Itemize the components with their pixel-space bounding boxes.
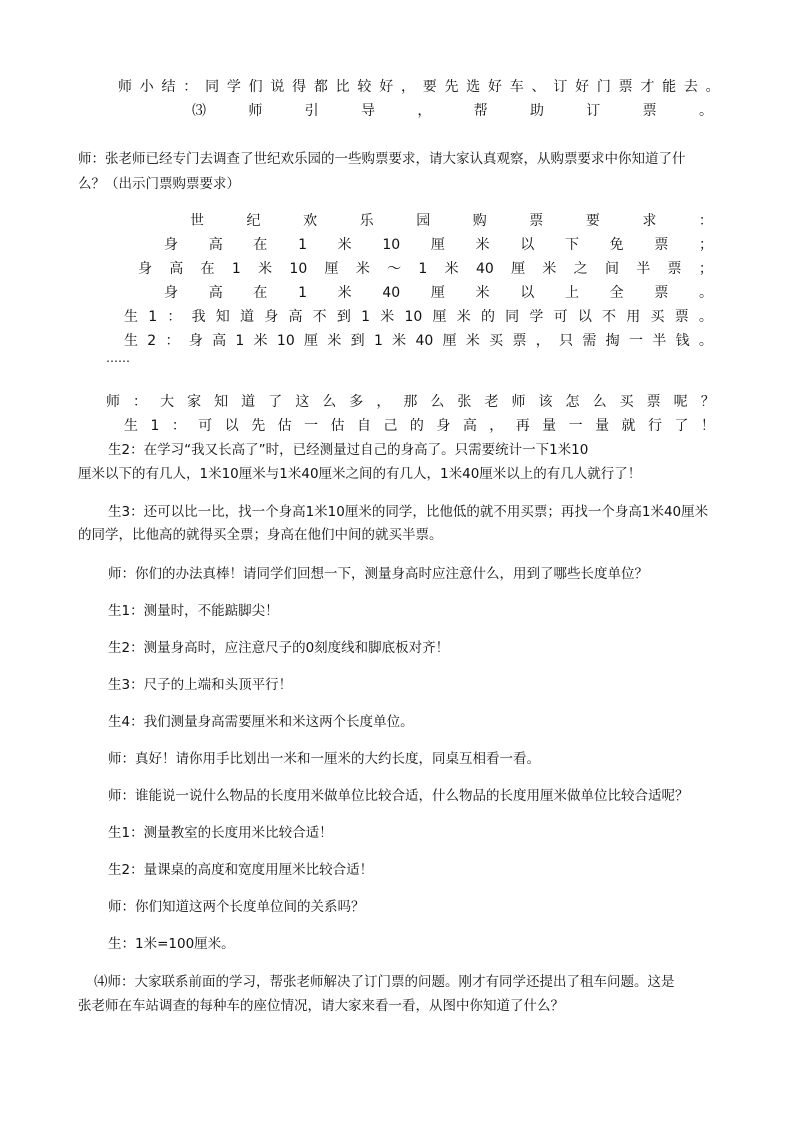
text-token: 世 [190, 213, 204, 229]
student2-zero-line: 生2：测量身高时，应注意尺子的0刻度线和脚底板对齐！ [108, 640, 450, 656]
text-token: 以 [520, 237, 535, 253]
text-token: 米 [392, 333, 407, 349]
text-token: 订 [553, 79, 568, 95]
text-token: 大 [160, 394, 175, 410]
text-token: 么 [592, 394, 607, 410]
text-token: 去 [683, 79, 698, 95]
text-token: 就 [621, 418, 636, 434]
text-token: 估 [277, 418, 292, 434]
text-token: ： [133, 394, 148, 410]
text-token: 10 [404, 309, 423, 325]
text-token: 下 [564, 237, 579, 253]
text-token: 40 [382, 285, 401, 301]
text-token: 以 [520, 285, 535, 301]
text-token: 求 [642, 213, 657, 229]
student3-line-1: 生3：还可以比一比，找一个身高1米10厘米的同学，比他低的就不用买票；再找一个身高1米40厘米 [108, 504, 709, 520]
teacher-question [106, 392, 715, 412]
text-token: 厘 [511, 261, 526, 277]
text-token: 身 [436, 418, 451, 434]
text-token: 么 [322, 394, 337, 410]
text-token: 知 [214, 394, 229, 410]
text-token: 高 [288, 309, 303, 325]
text-token: ！ [700, 418, 715, 434]
text-token: 张 [457, 394, 472, 410]
text-token: 票 [529, 213, 544, 229]
text-token: 票 [654, 237, 669, 253]
text-token: 米 [337, 285, 352, 301]
text-token: ； [698, 261, 713, 277]
text-token: ？ [700, 394, 715, 410]
text-token: 米 [475, 285, 490, 301]
text-token: 不 [312, 309, 327, 325]
text-token: 的 [480, 309, 495, 325]
intro-line-2: 么？（出示门票购票要求） [78, 176, 240, 192]
text-token: 要 [585, 213, 600, 229]
text-token: 10 [382, 237, 401, 253]
text-token: ， [489, 418, 504, 434]
text-token: 掏 [605, 333, 620, 349]
text-token: 好 [488, 79, 503, 95]
text-token: 2 [147, 333, 157, 349]
text-token: 那 [403, 394, 418, 410]
summary-line [118, 77, 720, 97]
text-token: 道 [241, 394, 256, 410]
text-token: 米 [253, 333, 268, 349]
text-token: 身 [164, 237, 178, 253]
text-token: 。 [698, 333, 713, 349]
text-token: 。 [698, 309, 713, 325]
text-token: 结 [161, 79, 176, 95]
text-token: 了 [674, 418, 689, 434]
text-token: 老 [484, 394, 499, 410]
text-token: 票 [654, 285, 669, 301]
text-token: 厘 [324, 261, 339, 277]
text-token: 1 [298, 285, 307, 301]
text-token: ： [183, 79, 198, 95]
text-token: 呢 [673, 394, 688, 410]
text-token: 10 [289, 261, 308, 277]
text-token: ， [535, 333, 550, 349]
text-token: 己 [383, 418, 398, 434]
text-token: 好 [379, 79, 394, 95]
text-token: 高 [208, 285, 223, 301]
text-token: 米 [475, 237, 490, 253]
text-token: 该 [538, 394, 553, 410]
text-token: 买 [650, 309, 665, 325]
text-token: 之 [573, 261, 588, 277]
text-token: 高 [169, 261, 184, 277]
text-token: 都 [313, 79, 328, 95]
text-token: 车 [509, 79, 524, 95]
text-token: 估 [330, 418, 345, 434]
text-token: 在 [253, 237, 268, 253]
student2-line-2: 厘米以下的有几人，1米10厘米与1米40厘米之间的有几人，1米40厘米以上的有几人就行了！ [78, 466, 642, 482]
text-token: ， [400, 79, 415, 95]
text-token: 免 [609, 237, 624, 253]
text-token: 米 [456, 309, 471, 325]
text-token: 在 [200, 261, 215, 277]
text-token: 欢 [303, 213, 318, 229]
text-token: 先 [444, 79, 459, 95]
text-token: 。 [698, 103, 713, 119]
text-token: 较 [357, 79, 372, 95]
text-token: 票 [618, 79, 633, 95]
step3-heading [192, 101, 713, 121]
text-token: 可 [198, 418, 213, 434]
text-token: 票 [512, 333, 527, 349]
text-token: 生 [124, 309, 138, 325]
student-answer-relation: 生：1米=100厘米。 [108, 936, 235, 952]
text-token: 到 [336, 309, 351, 325]
text-token: 1 [298, 237, 307, 253]
text-token: 这 [295, 394, 310, 410]
text-token: 。 [705, 79, 720, 95]
text-token: 一 [568, 418, 583, 434]
text-token: 购 [472, 213, 487, 229]
text-token: 身 [188, 333, 203, 349]
text-token: 小 [139, 79, 154, 95]
text-token: 以 [224, 418, 239, 434]
teacher-gesture: 师：真好！请你用手比划出一米和一厘米的大约长度，同桌互相看一看。 [108, 751, 540, 767]
text-token: 买 [489, 333, 504, 349]
text-token: 高 [212, 333, 227, 349]
text-token: 1 [148, 309, 158, 325]
text-token: 了 [268, 394, 283, 410]
text-token: 订 [586, 103, 601, 119]
text-token: 一 [628, 333, 643, 349]
text-token: 要 [422, 79, 437, 95]
text-token: 再 [515, 418, 530, 434]
text-token: 同 [205, 79, 220, 95]
text-token: 不 [602, 309, 617, 325]
text-token: 全 [609, 285, 624, 301]
text-token: 多 [349, 394, 364, 410]
text-token: 师 [118, 79, 132, 95]
text-token: 米 [258, 261, 273, 277]
intro-line-1: 师：张老师已经专门去调查了世纪欢乐园的一些购票要求，请大家认真观察，从购票要求中你知道了什 [78, 151, 686, 167]
text-token: 比 [335, 79, 350, 95]
text-token: 米 [444, 261, 459, 277]
student2-desk: 生2：量课桌的高度和宽度用厘米比较合适！ [108, 862, 374, 878]
text-token: 身 [264, 309, 279, 325]
text-token: 。 [699, 285, 713, 301]
student2-answer [124, 331, 713, 351]
text-token: ～ [387, 261, 402, 277]
text-token: 说 [270, 79, 285, 95]
text-token: 厘 [432, 309, 447, 325]
text-token: 用 [626, 309, 641, 325]
text-token: 在 [253, 285, 268, 301]
student3-line-2: 的同学，比他高的就得买全票；身高在他们中间的就买半票。 [78, 527, 443, 543]
text-token: ： [698, 213, 713, 229]
text-token: 米 [327, 333, 342, 349]
text-token: 票 [642, 103, 657, 119]
text-token: ： [167, 309, 182, 325]
text-token: ； [699, 237, 713, 253]
text-token: 师 [106, 394, 120, 410]
text-token: 纪 [246, 213, 261, 229]
text-token: 高 [208, 237, 223, 253]
student4-units: 生4：我们测量身高需要厘米和米这两个长度单位。 [108, 714, 414, 730]
ticket-rule-half [138, 259, 713, 279]
text-token: 么 [430, 394, 445, 410]
teacher-measure-question: 师：你们的办法真棒！请同学们回想一下，测量身高时应注意什么，用到了哪些长度单位？ [108, 566, 648, 582]
text-token: 行 [647, 418, 662, 434]
text-token: 得 [292, 79, 307, 95]
text-token: 园 [416, 213, 431, 229]
teacher-which-unit: 师：谁能说一说什么物品的长度用米做单位比较合适，什么物品的长度用厘米做单位比较合适呢？ [108, 788, 689, 804]
text-token: 10 [276, 333, 295, 349]
student1-classroom: 生1：测量教室的长度用米比较合适！ [108, 825, 333, 841]
text-token: 选 [466, 79, 481, 95]
text-token: 米 [355, 261, 370, 277]
text-token: 家 [187, 394, 202, 410]
text-token: 厘 [430, 237, 445, 253]
text-token: 师 [248, 103, 263, 119]
text-token: 40 [475, 261, 494, 277]
student1-estimate [124, 416, 715, 436]
text-token: 先 [251, 418, 266, 434]
text-token: ， [417, 103, 432, 119]
ellipsis: …… [106, 351, 130, 365]
student1-tiptoe: 生1：测量时，不能踮脚尖！ [108, 603, 279, 619]
text-token: 我 [191, 309, 206, 325]
text-token: 半 [636, 261, 651, 277]
ticket-rule-free [164, 235, 713, 255]
text-token: 米 [337, 237, 352, 253]
text-token: 知 [215, 309, 230, 325]
text-token: 买 [619, 394, 634, 410]
step4-line-1: ⑷师：大家联系前面的学习，帮张老师解决了订门票的问题。刚才有同学还提出了租车问题。这是 [94, 974, 675, 990]
text-token: 钱 [675, 333, 690, 349]
text-token: 票 [667, 261, 682, 277]
text-token: 米 [542, 261, 557, 277]
text-token: 1 [150, 418, 160, 434]
text-token: 40 [415, 333, 434, 349]
text-token: 门 [596, 79, 611, 95]
text-token: 能 [662, 79, 677, 95]
text-token: ： [171, 418, 186, 434]
text-token: 1 [235, 333, 245, 349]
text-token: ⑶ [192, 103, 206, 119]
text-token: 的 [409, 418, 424, 434]
text-token: 1 [361, 309, 371, 325]
text-token: 身 [138, 261, 152, 277]
text-token: 票 [674, 309, 689, 325]
text-token: 同 [505, 309, 520, 325]
text-token: 乐 [359, 213, 374, 229]
student1-answer [124, 307, 713, 327]
step4-line-2: 张老师在车站调查的每种车的座位情况，请大家来看一看，从图中你知道了什么？ [78, 998, 564, 1014]
text-token: 只 [559, 333, 574, 349]
text-token: 厘 [304, 333, 319, 349]
text-token: 厘 [442, 333, 457, 349]
ticket-rule-full [164, 283, 713, 303]
student2-line-1: 生2：在学习“我又长高了”时，已经测量过自己的身高了。只需要统计一下1米10 [108, 442, 589, 458]
teacher-relation: 师：你们知道这两个长度单位间的关系吗？ [108, 899, 365, 915]
text-token: 到 [350, 333, 365, 349]
text-token: 高 [462, 418, 477, 434]
text-token: 票 [646, 394, 661, 410]
text-token: 厘 [430, 285, 445, 301]
text-token: 1 [373, 333, 383, 349]
text-token: 生 [124, 418, 138, 434]
text-token: 才 [640, 79, 655, 95]
text-token: 1 [418, 261, 428, 277]
text-token: 自 [357, 418, 371, 434]
text-token: 引 [304, 103, 319, 119]
text-token: 米 [380, 309, 395, 325]
text-token: 帮 [473, 103, 488, 119]
text-token: 一 [304, 418, 319, 434]
text-token: 怎 [565, 394, 580, 410]
text-token: 半 [652, 333, 667, 349]
text-token: 导 [360, 103, 375, 119]
text-token: 米 [465, 333, 480, 349]
text-token: 学 [529, 309, 544, 325]
text-token: 上 [564, 285, 579, 301]
student3-parallel: 生3：尺子的上端和头顶平行！ [108, 677, 293, 693]
text-token: 师 [511, 394, 526, 410]
text-token: 量 [595, 418, 610, 434]
text-token: 助 [529, 103, 544, 119]
text-token: 学 [226, 79, 241, 95]
text-token: 1 [231, 261, 241, 277]
text-token: 生 [124, 333, 138, 349]
text-token: 们 [248, 79, 263, 95]
text-token: 量 [542, 418, 557, 434]
text-token: ， [376, 394, 391, 410]
text-token: 可 [553, 309, 568, 325]
text-token: 好 [575, 79, 590, 95]
text-token: 、 [531, 79, 546, 95]
text-token: 需 [582, 333, 597, 349]
text-token: 道 [240, 309, 255, 325]
text-token: 身 [164, 285, 178, 301]
ticket-rules-title [190, 211, 713, 231]
text-token: 以 [577, 309, 592, 325]
text-token: 间 [604, 261, 619, 277]
text-token: ： [165, 333, 180, 349]
